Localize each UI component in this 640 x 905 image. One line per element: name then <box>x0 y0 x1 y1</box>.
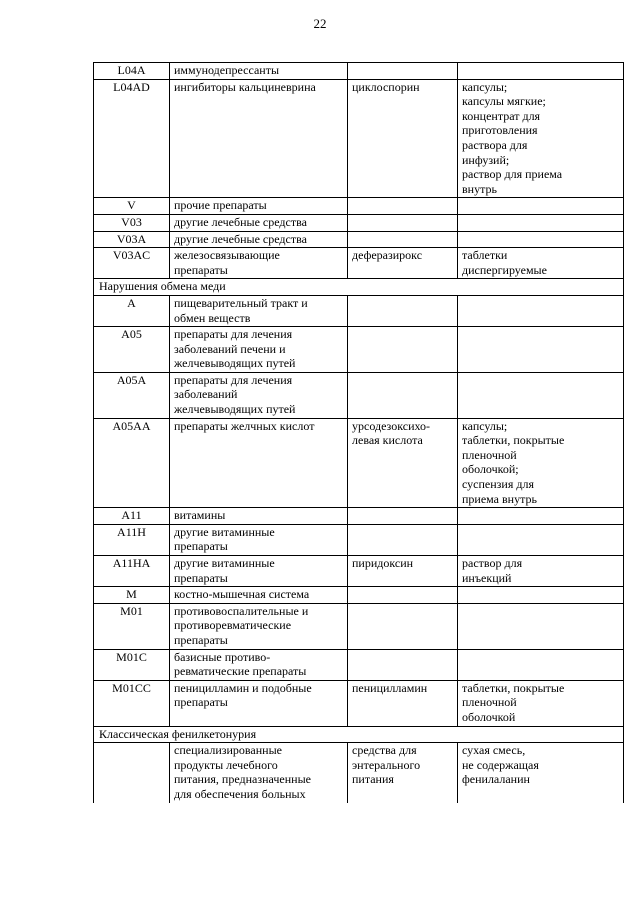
dosage-form-cell <box>458 63 624 80</box>
dosage-form-cell: сухая смесь, не содержащая фенилаланин <box>458 743 624 803</box>
dosage-form-cell: капсулы; капсулы мягкие; концентрат для приготовления раствора для инфузий; раствор для приема внутрь <box>458 79 624 198</box>
dosage-form-cell <box>458 649 624 680</box>
table-row <box>94 587 624 604</box>
drug-name-cell <box>348 587 458 604</box>
table-row <box>94 327 624 373</box>
atc-code-cell: V <box>94 198 170 215</box>
atc-code-cell: V03A <box>94 231 170 248</box>
drug-name-cell <box>348 327 458 373</box>
group-name-cell: витамины <box>170 508 348 525</box>
page-number: 22 <box>313 16 327 31</box>
group-name-cell: препараты желчных кислот <box>170 418 348 508</box>
group-name-cell: другие лечебные средства <box>170 231 348 248</box>
atc-code-cell: L04A <box>94 63 170 80</box>
dosage-form-cell: таблетки диспергируемые <box>458 248 624 279</box>
group-name-cell: другие витаминные препараты <box>170 524 348 555</box>
drug-name-cell <box>348 649 458 680</box>
table-row <box>94 603 624 649</box>
dosage-form-cell <box>458 372 624 418</box>
table-row <box>94 214 624 231</box>
group-name-cell: другие лечебные средства <box>170 214 348 231</box>
atc-code-cell: V03 <box>94 214 170 231</box>
table-row <box>94 295 624 326</box>
atc-code-cell: M01 <box>94 603 170 649</box>
table-row <box>94 372 624 418</box>
drug-name-cell: циклоспорин <box>348 79 458 198</box>
dosage-form-cell <box>458 508 624 525</box>
table-row <box>94 63 624 80</box>
group-name-cell: базисные противо- ревматические препараты <box>170 649 348 680</box>
atc-code-cell: A11HA <box>94 556 170 587</box>
dosage-form-cell <box>458 231 624 248</box>
atc-code-cell: M01CC <box>94 680 170 726</box>
table-row <box>94 524 624 555</box>
table-row <box>94 649 624 680</box>
atc-code-cell: A05 <box>94 327 170 373</box>
drug-name-cell <box>348 508 458 525</box>
drug-name-cell: урсодезоксихо- левая кислота <box>348 418 458 508</box>
atc-code-cell: V03AC <box>94 248 170 279</box>
group-name-cell: железосвязывающие препараты <box>170 248 348 279</box>
dosage-form-cell <box>458 603 624 649</box>
drug-name-cell <box>348 231 458 248</box>
drug-table <box>93 62 624 803</box>
group-name-cell: специализированные продукты лечебного питания, предназначенные для обеспечения больных <box>170 743 348 803</box>
drug-table-body <box>94 63 624 803</box>
drug-name-cell: пиридоксин <box>348 556 458 587</box>
group-name-cell: костно-мышечная система <box>170 587 348 604</box>
dosage-form-cell <box>458 587 624 604</box>
drug-name-cell <box>348 198 458 215</box>
group-name-cell: пищеварительный тракт и обмен веществ <box>170 295 348 326</box>
drug-name-cell <box>348 63 458 80</box>
table-row <box>94 743 624 803</box>
dosage-form-cell: раствор для инъекций <box>458 556 624 587</box>
group-name-cell: препараты для лечения заболеваний печени и желчевыводящих путей <box>170 327 348 373</box>
table-row <box>94 556 624 587</box>
section-title: Нарушения обмена меди <box>94 279 624 296</box>
dosage-form-cell: таблетки, покрытые пленочной оболочкой <box>458 680 624 726</box>
table-row <box>94 231 624 248</box>
group-name-cell: противовоспалительные и противоревматические препараты <box>170 603 348 649</box>
atc-code-cell: L04AD <box>94 79 170 198</box>
drug-name-cell: деферазирокс <box>348 248 458 279</box>
dosage-form-cell <box>458 295 624 326</box>
group-name-cell: иммунодепрессанты <box>170 63 348 80</box>
drug-name-cell <box>348 295 458 326</box>
atc-code-cell: M <box>94 587 170 604</box>
drug-name-cell: средства для энтерального питания <box>348 743 458 803</box>
group-name-cell: пеницилламин и подобные препараты <box>170 680 348 726</box>
drug-name-cell <box>348 524 458 555</box>
group-name-cell: ингибиторы кальциневрина <box>170 79 348 198</box>
group-name-cell: другие витаминные препараты <box>170 556 348 587</box>
table-row <box>94 79 624 198</box>
drug-name-cell <box>348 214 458 231</box>
group-name-cell: препараты для лечения заболеваний желчевыводящих путей <box>170 372 348 418</box>
group-name-cell: прочие препараты <box>170 198 348 215</box>
atc-code-cell: A <box>94 295 170 326</box>
atc-code-cell: M01C <box>94 649 170 680</box>
drug-name-cell: пеницилламин <box>348 680 458 726</box>
table-row <box>94 248 624 279</box>
atc-code-cell: A11 <box>94 508 170 525</box>
table-row <box>94 198 624 215</box>
dosage-form-cell <box>458 198 624 215</box>
drug-name-cell <box>348 372 458 418</box>
section-row <box>94 279 624 296</box>
atc-code-cell: A05A <box>94 372 170 418</box>
atc-code-cell: A05AA <box>94 418 170 508</box>
dosage-form-cell <box>458 214 624 231</box>
section-title: Классическая фенилкетонурия <box>94 726 624 743</box>
table-row <box>94 680 624 726</box>
dosage-form-cell <box>458 524 624 555</box>
table-row <box>94 418 624 508</box>
dosage-form-cell: капсулы; таблетки, покрытые пленочной оболочкой; суспензия для приема внутрь <box>458 418 624 508</box>
atc-code-cell: A11H <box>94 524 170 555</box>
drug-name-cell <box>348 603 458 649</box>
table-row <box>94 508 624 525</box>
atc-code-cell <box>94 743 170 803</box>
section-row <box>94 726 624 743</box>
dosage-form-cell <box>458 327 624 373</box>
